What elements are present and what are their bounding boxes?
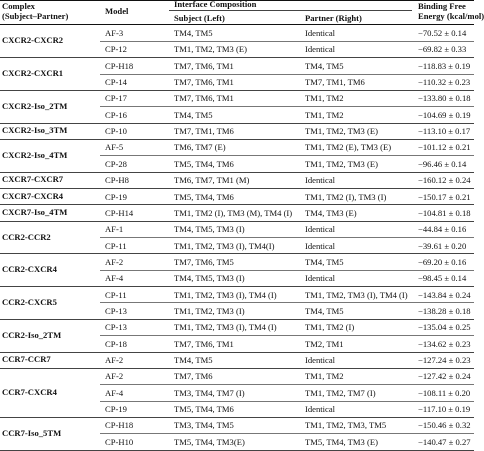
cell-partner: TM2, TM1: [305, 338, 344, 349]
cell-partner: TM1, TM2: [305, 93, 344, 104]
row-rule: [100, 237, 474, 238]
group-rule: [0, 417, 474, 418]
cell-subject: TM3, TM4, TM7 (I): [174, 387, 245, 398]
cell-partner: TM4, TM5: [305, 256, 344, 267]
cell-model: AF-3: [105, 28, 124, 38]
cell-subject: TM1, TM2, TM3 (E): [174, 44, 247, 55]
cell-model: CP-19: [105, 404, 127, 415]
cell-partner: TM1, TM2, TM3 (E): [305, 126, 378, 137]
group-rule: [0, 368, 474, 369]
cell-partner: Identical: [305, 355, 336, 365]
cell-model: CP-19: [105, 191, 127, 202]
cell-partner: TM4, TM5: [305, 305, 344, 316]
group-rule: [0, 286, 474, 287]
cell-partner: TM4, TM3 (E): [305, 207, 357, 218]
header-complex-line2: (Subject–Partner): [2, 11, 69, 21]
cell-binding-energy: −101.12 ± 0.21: [418, 142, 471, 153]
row-rule: [100, 335, 474, 336]
cell-model: CP-H18: [105, 420, 134, 431]
cell-subject: TM6, TM7, TM1 (M): [174, 175, 250, 186]
cell-model: CP-11: [105, 240, 127, 251]
cell-binding-energy: −110.32 ± 0.23: [418, 77, 471, 88]
cell-partner: Identical: [305, 28, 336, 38]
cell-model: CP-28: [105, 158, 127, 169]
complex-label: CCR2-CXCR5: [2, 296, 57, 307]
cell-model: AF-2: [105, 355, 124, 365]
row-rule: [100, 401, 474, 402]
cell-binding-energy: −160.12 ± 0.24: [418, 175, 471, 186]
cell-partner: TM1, TM2 (E), TM3 (E): [305, 142, 392, 153]
row-rule: [100, 270, 474, 271]
row-rule: [100, 106, 474, 107]
cell-partner: Identical: [305, 224, 336, 235]
cell-partner: TM1, TM2 (I): [305, 322, 355, 333]
complex-label: CCR2-CCR2: [2, 231, 51, 242]
cell-model: AF-5: [105, 142, 124, 153]
cell-subject: TM5, TM4, TM6: [174, 191, 234, 202]
header-complex-line1: Complex: [2, 1, 35, 11]
cell-subject: TM4, TM5: [174, 28, 213, 38]
cell-binding-energy: −127.42 ± 0.24: [418, 371, 471, 382]
group-rule: [0, 188, 474, 189]
interface-underline: [169, 10, 412, 11]
group-rule: [0, 253, 474, 254]
cell-model: CP-H10: [105, 436, 134, 447]
cell-subject: TM7, TM6, TM5: [174, 256, 234, 267]
group-rule: [0, 139, 474, 140]
cell-binding-energy: −134.62 ± 0.23: [418, 338, 471, 349]
cell-binding-energy: −44.84 ± 0.16: [418, 224, 467, 235]
cell-partner: TM1, TM2, TM3 (E): [305, 158, 378, 169]
group-rule: [0, 450, 474, 451]
cell-model: AF-2: [105, 256, 124, 267]
cell-binding-energy: −127.24 ± 0.23: [418, 355, 471, 365]
cell-binding-energy: −70.52 ± 0.14: [418, 28, 467, 38]
cell-subject: TM1, TM2, TM3 (I), TM4 (I): [174, 289, 277, 300]
cell-partner: TM1, TM2: [305, 371, 344, 382]
header-bfe-line1: Binding Free: [418, 1, 466, 11]
cell-model: CP-13: [105, 305, 127, 316]
cell-partner: Identical: [305, 273, 336, 284]
cell-binding-energy: −135.04 ± 0.25: [418, 322, 471, 333]
complex-label: CXCR2-CXCR1: [2, 68, 64, 79]
cell-binding-energy: −150.17 ± 0.21: [418, 191, 471, 202]
cell-binding-energy: −143.84 ± 0.24: [418, 289, 471, 300]
group-rule: [0, 319, 474, 320]
header-subject: Subject (Left): [174, 13, 225, 23]
cell-subject: TM1, TM2, TM3 (I), TM4 (I): [174, 322, 277, 333]
cell-binding-energy: −98.45 ± 0.14: [418, 273, 467, 284]
cell-binding-energy: −104.69 ± 0.19: [418, 109, 471, 120]
group-rule: [0, 172, 474, 173]
complex-label: CCR2-CXCR4: [2, 264, 57, 275]
complex-label: CCR2-Iso_2TM: [2, 329, 62, 340]
cell-subject: TM7, TM6, TM1: [174, 60, 234, 71]
cell-subject: TM1, TM2 (I), TM3 (M), TM4 (I): [174, 207, 293, 218]
cell-partner: TM1, TM2, TM3 (I), TM4 (I): [305, 289, 408, 300]
cell-model: AF-2: [105, 371, 124, 382]
complex-label: CCR7-CXCR4: [2, 386, 57, 397]
cell-binding-energy: −138.28 ± 0.18: [418, 305, 471, 316]
cell-model: CP-18: [105, 338, 127, 349]
cell-subject: TM4, TM5: [174, 355, 213, 365]
cell-subject: TM1, TM2, TM3 (I), TM4(I): [174, 240, 275, 251]
row-rule: [100, 155, 474, 156]
cell-binding-energy: −140.47 ± 0.27: [418, 436, 471, 447]
cell-model: CP-14: [105, 77, 127, 88]
header-interface-composition: Interface Composition: [174, 0, 257, 9]
cell-subject: TM4, TM5: [174, 109, 213, 120]
cell-model: CP-12: [105, 44, 127, 55]
cell-partner: Identical: [305, 240, 336, 251]
cell-partner: TM7, TM1, TM6: [305, 77, 365, 88]
complex-label: CXCR7-CXCR4: [2, 190, 64, 201]
cell-subject: TM3, TM4, TM5: [174, 420, 234, 431]
row-rule: [100, 433, 474, 434]
cell-partner: TM4, TM5: [305, 60, 344, 71]
group-rule: [0, 352, 474, 353]
group-rule: [0, 123, 474, 124]
cell-binding-energy: −39.61 ± 0.20: [418, 240, 467, 251]
cell-subject: TM5, TM4, TM6: [174, 404, 234, 415]
cell-model: CP-10: [105, 126, 127, 137]
header-bfe-line2: Energy (kcal/mol): [418, 11, 484, 21]
cell-partner: TM1, TM2, TM7 (I): [305, 387, 376, 398]
cell-subject: TM7, TM1, TM6: [174, 126, 234, 137]
complex-label: CCR7-CCR7: [2, 354, 51, 365]
header-rule: [0, 24, 474, 25]
cell-model: CP-17: [105, 93, 127, 104]
cell-subject: TM7, TM6: [174, 371, 213, 382]
cell-partner: TM5, TM4, TM3 (E): [305, 436, 378, 447]
complex-label: CXCR7-CXCR7: [2, 174, 64, 185]
header-model: Model: [105, 6, 129, 16]
row-rule: [100, 41, 474, 42]
cell-binding-energy: −118.83 ± 0.19: [418, 60, 471, 71]
cell-binding-energy: −150.46 ± 0.32: [418, 420, 471, 431]
cell-model: CP-16: [105, 109, 127, 120]
complex-label: CXCR2-CXCR2: [2, 35, 64, 46]
cell-subject: TM7, TM6, TM1: [174, 93, 234, 104]
complex-label: CXCR2-Iso_2TM: [2, 100, 68, 111]
cell-model: CP-13: [105, 322, 127, 333]
group-rule: [0, 221, 474, 222]
cell-partner: Identical: [305, 175, 336, 186]
cell-binding-energy: −117.10 ± 0.19: [418, 404, 471, 415]
complex-label: CXCR7-Iso_4TM: [2, 207, 68, 218]
group-rule: [0, 204, 474, 205]
cell-model: CP-H8: [105, 175, 129, 186]
cell-partner: Identical: [305, 44, 336, 55]
cell-partner: Identical: [305, 404, 336, 415]
cell-subject: TM6, TM7 (E): [174, 142, 226, 153]
cell-binding-energy: −104.81 ± 0.18: [418, 207, 471, 218]
cell-subject: TM7, TM6, TM1: [174, 77, 234, 88]
cell-model: CP-H18: [105, 60, 134, 71]
cell-model: CP-11: [105, 289, 127, 300]
cell-model: AF-4: [105, 273, 124, 284]
cell-model: AF-4: [105, 387, 124, 398]
cell-binding-energy: −69.82 ± 0.33: [418, 44, 467, 55]
cell-subject: TM4, TM5, TM3 (I): [174, 273, 245, 284]
cell-binding-energy: −133.80 ± 0.18: [418, 93, 471, 104]
cell-partner: TM1, TM2 (I), TM3 (I): [305, 191, 387, 202]
complex-label: CXCR2-Iso_3TM: [2, 125, 68, 136]
cell-subject: TM7, TM6, TM1: [174, 338, 234, 349]
cell-binding-energy: −108.11 ± 0.20: [418, 387, 471, 398]
row-rule: [100, 302, 474, 303]
row-rule: [100, 74, 474, 75]
cell-binding-energy: −96.46 ± 0.14: [418, 158, 467, 169]
row-rule: [100, 384, 474, 385]
cell-binding-energy: −113.10 ± 0.17: [418, 126, 471, 137]
cell-model: AF-1: [105, 224, 124, 235]
group-rule: [0, 57, 474, 58]
header-partner: Partner (Right): [305, 13, 362, 23]
cell-partner: TM1, TM2: [305, 109, 344, 120]
cell-subject: TM1, TM2, TM3 (I): [174, 305, 245, 316]
cell-partner: TM1, TM2, TM3, TM5: [305, 420, 387, 431]
group-rule: [0, 90, 474, 91]
cell-model: CP-H14: [105, 207, 134, 218]
cell-subject: TM4, TM5, TM3 (I): [174, 224, 245, 235]
cell-subject: TM5, TM4, TM6: [174, 158, 234, 169]
complex-label: CXCR2-Iso_4TM: [2, 149, 68, 160]
cell-binding-energy: −69.20 ± 0.16: [418, 256, 467, 267]
cell-subject: TM5, TM4, TM3(E): [174, 436, 245, 447]
complex-label: CCR7-Iso_5TM: [2, 427, 62, 438]
